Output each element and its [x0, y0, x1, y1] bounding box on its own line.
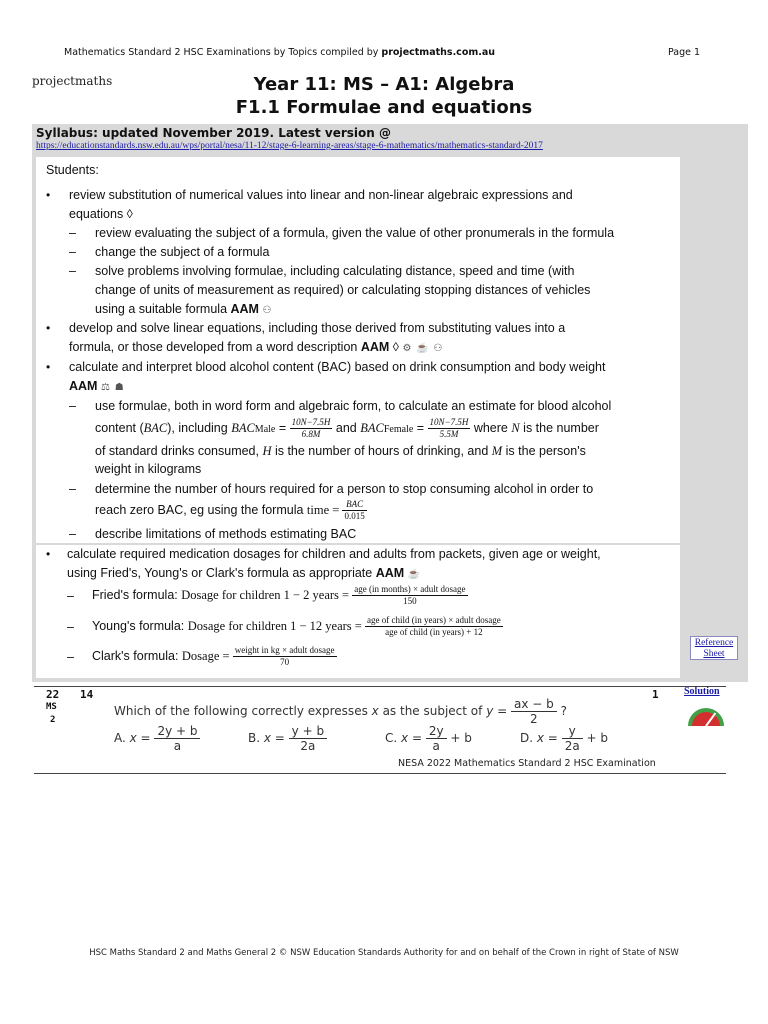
- header-site[interactable]: projectmaths.com.au: [381, 47, 496, 58]
- question-text: Which of the following correctly expresses x as the subject of y = $\frac{ax - b}{2}$ ?: [114, 697, 567, 726]
- clark-formula: Clark's formula: Dosage = $\frac{\text{weight in kg × adult dosage}}{70}$: [92, 645, 335, 668]
- syllabus-text: calculate required medication dosages for children and adults from packets, given age or weight,: [67, 547, 601, 561]
- question-year: 22: [46, 688, 60, 701]
- fried-fraction: $\frac{\text{age (in months) × adult dosage}}{150}$: [354, 584, 466, 607]
- solution-link[interactable]: Solution: [684, 686, 720, 697]
- reference-sheet-link[interactable]: Reference Sheet: [690, 636, 738, 660]
- dash-marker: –: [69, 527, 76, 541]
- question-source: NESA 2022 Mathematics Standard 2 HSC Examination: [398, 758, 656, 769]
- fried-formula: Fried's formula: Dosage for children 1 − 2 years = $\frac{\text{age (in months) × adult dosage}}{150}$: [92, 584, 466, 607]
- syllabus-content-dosage: [36, 545, 680, 678]
- header-compiled-by: Mathematics Standard 2 HSC Examinations by Topics compiled by projectmaths.com.au: [64, 47, 496, 58]
- option-c-fraction: $\frac{2y}{a}$: [426, 724, 447, 753]
- page-number: Page 1: [668, 47, 701, 58]
- option-a-fraction: $\frac{2y + b}{a}$: [154, 724, 200, 753]
- scales-icon: ⚖ ☗: [100, 382, 125, 393]
- dash-marker: –: [69, 264, 76, 278]
- bullet-marker: •: [46, 188, 51, 202]
- syllabus-text: calculate and interpret blood alcohol content (BAC) based on drink consumption and body weight: [69, 360, 606, 374]
- students-label: Students:: [46, 163, 99, 177]
- option-c[interactable]: C. x = $\frac{2y}{a}$ + b: [385, 724, 472, 753]
- hat-icon: ☕: [407, 569, 422, 580]
- option-a[interactable]: A. x = $\frac{2y + b}{a}$: [114, 724, 200, 753]
- syllabus-text: change of units of measurement as required) or calculating stopping distances of vehicles: [95, 283, 591, 297]
- syllabus-text: review substitution of numerical values into linear and non-linear algebraic expressions and: [69, 188, 573, 202]
- dash-marker: –: [69, 482, 76, 496]
- aam-tag: AAM: [360, 340, 390, 354]
- question-course: MS: [46, 702, 57, 712]
- syllabus-text: develop and solve linear equations, including those derived from substituting values into a: [69, 321, 566, 335]
- dash-marker: –: [69, 399, 76, 413]
- page-subtitle: F1.1 Formulae and equations: [235, 97, 533, 118]
- bac-male-fraction: $\frac{10N-7.5H}{6.8M}$: [291, 417, 331, 440]
- question-divider-top: [34, 686, 726, 687]
- dash-marker: –: [67, 589, 74, 603]
- syllabus-heading: Syllabus: updated November 2019. Latest version @: [36, 126, 391, 140]
- syllabus-text: of standard drinks consumed, H is the number of hours of drinking, and M is the person's: [95, 444, 586, 458]
- option-d-fraction: $\frac{y}{2a}$: [562, 724, 583, 753]
- syllabus-text: using Fried's, Young's or Clark's formula as appropriate AAM ☕: [67, 566, 422, 580]
- question-number: 14: [80, 688, 94, 701]
- tools-icons: ⚙ ☕ ⚇: [402, 343, 444, 354]
- time-fraction: $\frac{\text{BAC}}{0.015}$: [344, 499, 365, 522]
- dash-marker: –: [67, 620, 74, 634]
- syllabus-text: solve problems involving formulae, including calculating distance, speed and time (with: [95, 264, 575, 278]
- syllabus-text: use formulae, both in word form and algebraic form, to calculate an estimate for blood alcohol: [95, 399, 612, 413]
- question-divider-bottom: [34, 773, 726, 774]
- page-title: Year 11: MS – A1: Algebra: [253, 74, 515, 95]
- clark-fraction: $\frac{\text{weight in kg × adult dosage}}{70}$: [234, 645, 335, 668]
- dash-marker: –: [67, 650, 74, 664]
- syllabus-link[interactable]: https://educationstandards.nsw.edu.au/wps/portal/nesa/11-12/stage-6-learning-areas/stage-6-mathematics/mathematics-standard-2017: [36, 141, 543, 151]
- dash-marker: –: [69, 226, 76, 240]
- option-b-fraction: $\frac{y + b}{2a}$: [289, 724, 327, 753]
- syllabus-text: using a suitable formula AAM ⚇: [95, 302, 273, 316]
- difficulty-gauge-icon: [686, 706, 726, 726]
- bullet-marker: •: [46, 321, 51, 335]
- option-d[interactable]: D. x = $\frac{y}{2a}$ + b: [520, 724, 608, 753]
- people-icon: ⚇: [262, 305, 273, 316]
- footer-copyright: HSC Maths Standard 2 and Maths General 2 © NSW Education Standards Authority for and on behalf of the Crown in right of State of NSW: [89, 948, 679, 958]
- syllabus-text: review evaluating the subject of a formula, given the value of other pronumerals in the formula: [95, 226, 615, 240]
- bullet-marker: •: [46, 360, 51, 374]
- question-marks: 1: [652, 688, 659, 701]
- syllabus-text: [69, 379, 125, 393]
- syllabus-text: formula, or those developed from a word description AAM ◊ ⚙ ☕ ⚇: [69, 340, 444, 354]
- young-fraction: $\frac{\text{age of child (in years) × adult dosage}}{\text{age of child (in years) + 12}}$: [366, 615, 501, 638]
- bullet-marker: •: [46, 547, 51, 561]
- aam-tag: AAM: [69, 379, 98, 393]
- syllabus-text: equations ◊: [69, 207, 133, 221]
- question-course-no: 2: [50, 715, 56, 725]
- syllabus-text: change the subject of a formula: [95, 245, 270, 259]
- syllabus-text: weight in kilograms: [95, 462, 202, 476]
- syllabus-content-top: [36, 157, 680, 543]
- time-formula-line: reach zero BAC, eg using the formula time = $\frac{\text{BAC}}{0.015}$: [95, 499, 365, 522]
- aam-tag: AAM: [230, 302, 259, 316]
- bac-formula-line: content (BAC), including BACMale = $\frac{10N-7.5H}{6.8M}$ and BACFemale = $\frac{10N-7.5H}{5.5M}$ where N is the number: [95, 417, 599, 440]
- dash-marker: –: [69, 245, 76, 259]
- projectmaths-logo: projectmaths: [32, 74, 113, 88]
- question-fraction: $\frac{ax - b}{2}$: [511, 697, 557, 726]
- young-formula: Young's formula: Dosage for children 1 − 12 years = $\frac{\text{age of child (in years) × adult dosage}}{\text{age of child (in years) + 12}}$: [92, 615, 501, 638]
- syllabus-text: describe limitations of methods estimating BAC: [95, 527, 357, 541]
- syllabus-text: determine the number of hours required for a person to stop consuming alcohol in order to: [95, 482, 594, 496]
- aam-tag: AAM: [375, 566, 405, 580]
- option-b[interactable]: B. x = $\frac{y + b}{2a}$: [248, 724, 327, 753]
- bac-female-fraction: $\frac{10N-7.5H}{5.5M}$: [429, 417, 469, 440]
